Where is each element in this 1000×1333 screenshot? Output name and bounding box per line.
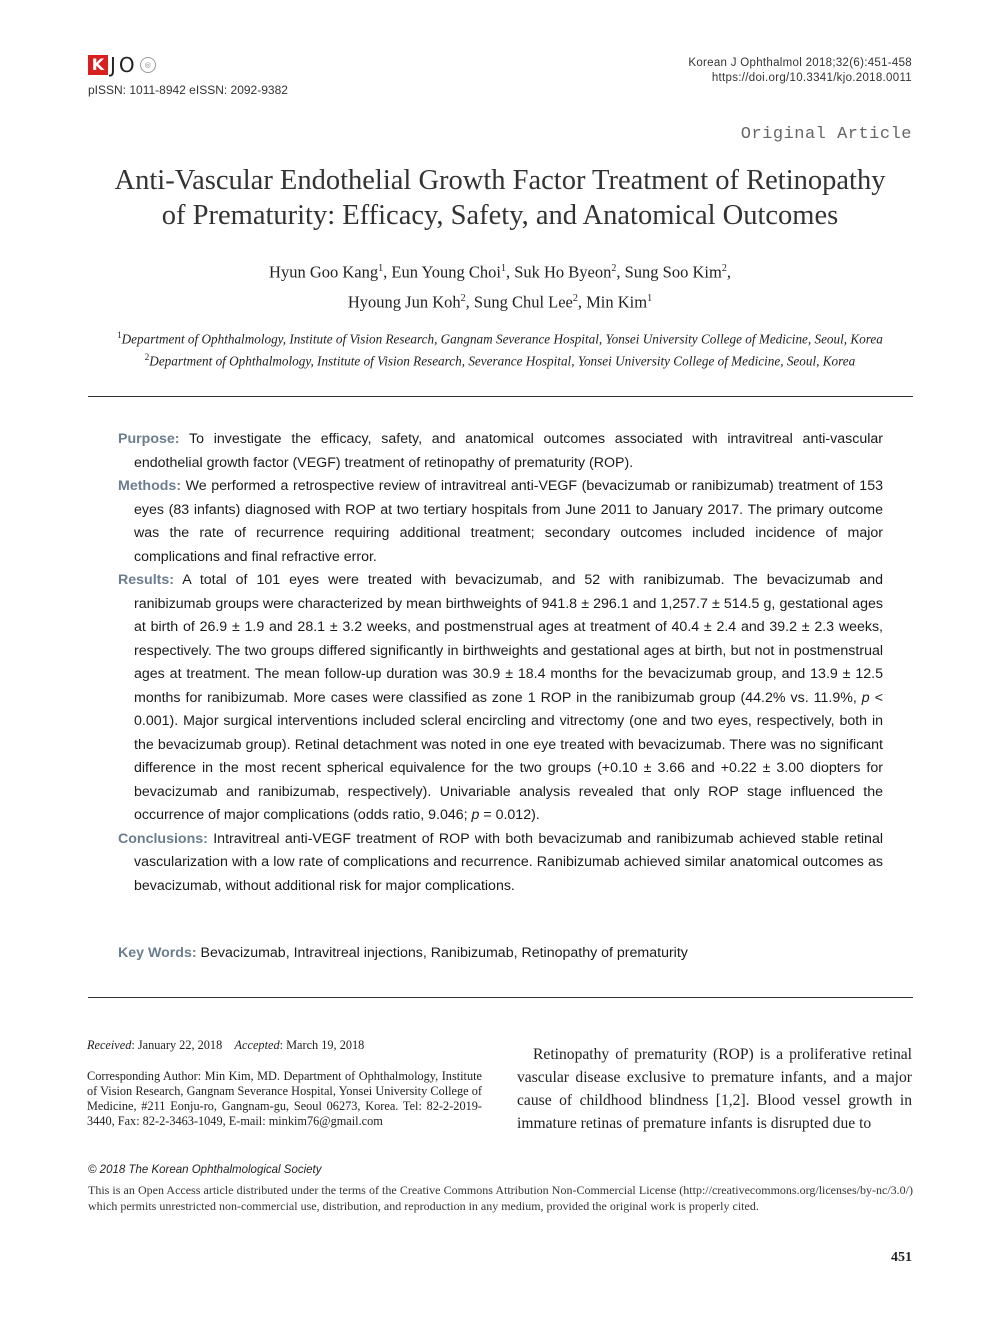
divider-bottom xyxy=(88,997,913,998)
author-name: Eun Young Choi xyxy=(391,262,501,282)
purpose-label: Purpose: xyxy=(118,431,180,447)
key-words-label: Key Words: xyxy=(118,945,197,961)
body-column xyxy=(517,1043,912,1135)
received-accepted: Received: January 22, 2018 Accepted: March 19, 2018 xyxy=(87,1038,365,1052)
citation: Korean J Ophthalmol 2018;32(6):451-458 xyxy=(688,57,912,69)
title-line-1: Anti-Vascular Endothelial Growth Factor Treatment of Retinopathy xyxy=(114,165,886,196)
journal-reference xyxy=(688,56,912,86)
article-title xyxy=(60,163,940,233)
divider-top xyxy=(88,396,913,397)
body-paragraph: Retinopathy of prematurity (ROP) is a proliferative retinal vascular disease exclusive to premature infants, and a major cause of childhood blindness [1,2]. Blood vessel growth in immature retinas of premature infants is disrupted due to xyxy=(517,1046,912,1132)
abstract xyxy=(118,428,883,898)
logo-text: JO xyxy=(110,53,138,77)
author-name: Hyoung Jun Koh xyxy=(347,292,461,311)
author-name: Sung Chul Lee xyxy=(473,292,573,311)
title-line-2: of Prematurity: Efficacy, Safety, and Anatomical Outcomes xyxy=(161,200,839,231)
journal-logo xyxy=(88,54,156,76)
abstract-purpose: Purpose: To investigate the efficacy, safety, and anatomical outcomes associated with intravitreal anti-vascular endothelial growth factor (VEGF) treatment of retinopathy of prematurity (ROP). xyxy=(118,431,883,471)
issn: pISSN: 1011-8942 eISSN: 2092-9382 xyxy=(88,83,288,97)
author-affiliation-mark: 1 xyxy=(378,263,384,274)
key-words: Key Words: Bevacizumab, Intravitreal injections, Ranibizumab, Retinopathy of prematurity xyxy=(118,945,688,961)
author-affiliation-mark: 2 xyxy=(721,263,727,274)
author-line-1: Hyun Goo Kang$^1$, Eun Young Choi$^1$, Suk Ho Byeon$^2$, Sung Soo Kim$^2$, xyxy=(269,262,731,282)
author-name: Hyun Goo Kang xyxy=(269,262,379,282)
author-affiliation-mark: 2 xyxy=(460,292,466,304)
author-name: Suk Ho Byeon xyxy=(514,262,612,282)
methods-label: Methods: xyxy=(118,478,182,494)
author-line-2: Hyoung Jun Koh$^2$, Sung Chul Lee$^2$, Min Kim$^1$ xyxy=(347,292,653,311)
author-affiliation-mark: 1 xyxy=(500,263,506,274)
results-label: Results: xyxy=(118,572,174,588)
author-name: Sung Soo Kim xyxy=(624,262,722,282)
corresponding-author: Corresponding Author: Min Kim, MD. Department of Ophthalmology, Institute of Vision Research, Gangnam Severance Hospital, Yonsei University College of Medicine, #211 Eonju-ro, Gangnam-gu, Seoul 06273, Korea. Tel: 82-2-2019-3440, Fax: 82-2-3463-1049, E-mail: minkim76@gmail.com xyxy=(87,1069,482,1128)
logo-seal-icon: ◎ xyxy=(140,57,156,73)
license-text: This is an Open Access article distributed under the terms of the Creative Commons Attribution Non-Commercial License (http://creativecommons.org/licenses/by-nc/3.0/) which permits unrestricted non-commercial use, distribution, and reproduction in any medium, provided the original work is properly cited. xyxy=(88,1183,913,1213)
affiliations xyxy=(60,326,940,371)
abstract-conclusions: Conclusions: Intravitreal anti-VEGF treatment of ROP with both bevacizumab and ranibizumab achieved stable retinal vascularization with a low rate of complications and recurrence. Ranibizumab achieved similar anatomical outcomes as bevacizumab, without additional risk for major complications. xyxy=(118,830,883,894)
conclusions-label: Conclusions: xyxy=(118,830,208,847)
abstract-methods: Methods: We performed a retrospective review of intravitreal anti-VEGF (bevacizumab or ranibizumab) treatment of 153 eyes (83 infants) diagnosed with ROP at two tertiary hospitals from June 2011 to January 2017. The primary outcome was the rate of recurrence requiring additional treatment; secondary outcomes included incidence of major complications and final refractive error. xyxy=(118,478,883,565)
doi-link[interactable]: https://doi.org/10.3341/kjo.2018.0011 xyxy=(711,72,912,84)
article-type: Original Article xyxy=(740,125,912,144)
page-number: 451 xyxy=(891,1250,912,1265)
abstract-results: Results: A total of 101 eyes were treated with bevacizumab, and 52 with ranibizumab. The bevacizumab and ranibizumab groups were characterized by mean birthweights of 941.8 ± 296.1 and 1,257.7 ± 514.5 g, gestational ages at birth of 26.9 ± 1.9 and 28.1 ± 3.2 weeks, and postmenstrual ages at treatment of 40.4 ± 2.4 and 39.2 ± 2.3 weeks, respectively. The two groups differed significantly in birthweights and gestational ages at birth, but not in postmenstrual ages at treatment. The mean follow-up duration was 30.9 ± 18.4 months for the bevacizumab group, and 13.9 ± 12.5 months for ranibizumab. More cases were classified as zone 1 ROP in the ranibizumab group (44.2% vs. 11.9%, p < 0.001). Major surgical interventions included scleral encircling and vitrectomy (one and two eyes, respectively, both in the bevacizumab group). Retinal detachment was noted in one eye treated with bevacizumab. There was no significant difference in the most recent spherical equivalence for the two groups (+0.10 ± 3.66 and +0.22 ± 3.00 diopters for bevacizumab and ranibizumab, respectively). Univariable analysis revealed that only ROP stage influenced the occurrence of major complications (odds ratio, 9.046; p = 0.012). xyxy=(118,572,883,823)
affiliation-1: $^1$Department of Ophthalmology, Institute of Vision Research, Gangnam Severance Hospital, Yonsei University College of Medicine, Seoul, Korea xyxy=(117,330,883,347)
affiliation-2: $^2$Department of Ophthalmology, Institute of Vision Research, Severance Hospital, Yonsei University College of Medicine, Seoul, Korea xyxy=(144,352,856,369)
author-list xyxy=(60,256,940,315)
author-affiliation-mark: 2 xyxy=(572,292,578,304)
logo-k-mark: K xyxy=(88,55,108,75)
author-name: Min Kim xyxy=(586,292,648,311)
author-affiliation-mark: 2 xyxy=(611,263,617,274)
copyright: © 2018 The Korean Ophthalmological Society xyxy=(88,1164,322,1176)
author-affiliation-mark: 1 xyxy=(647,292,653,304)
